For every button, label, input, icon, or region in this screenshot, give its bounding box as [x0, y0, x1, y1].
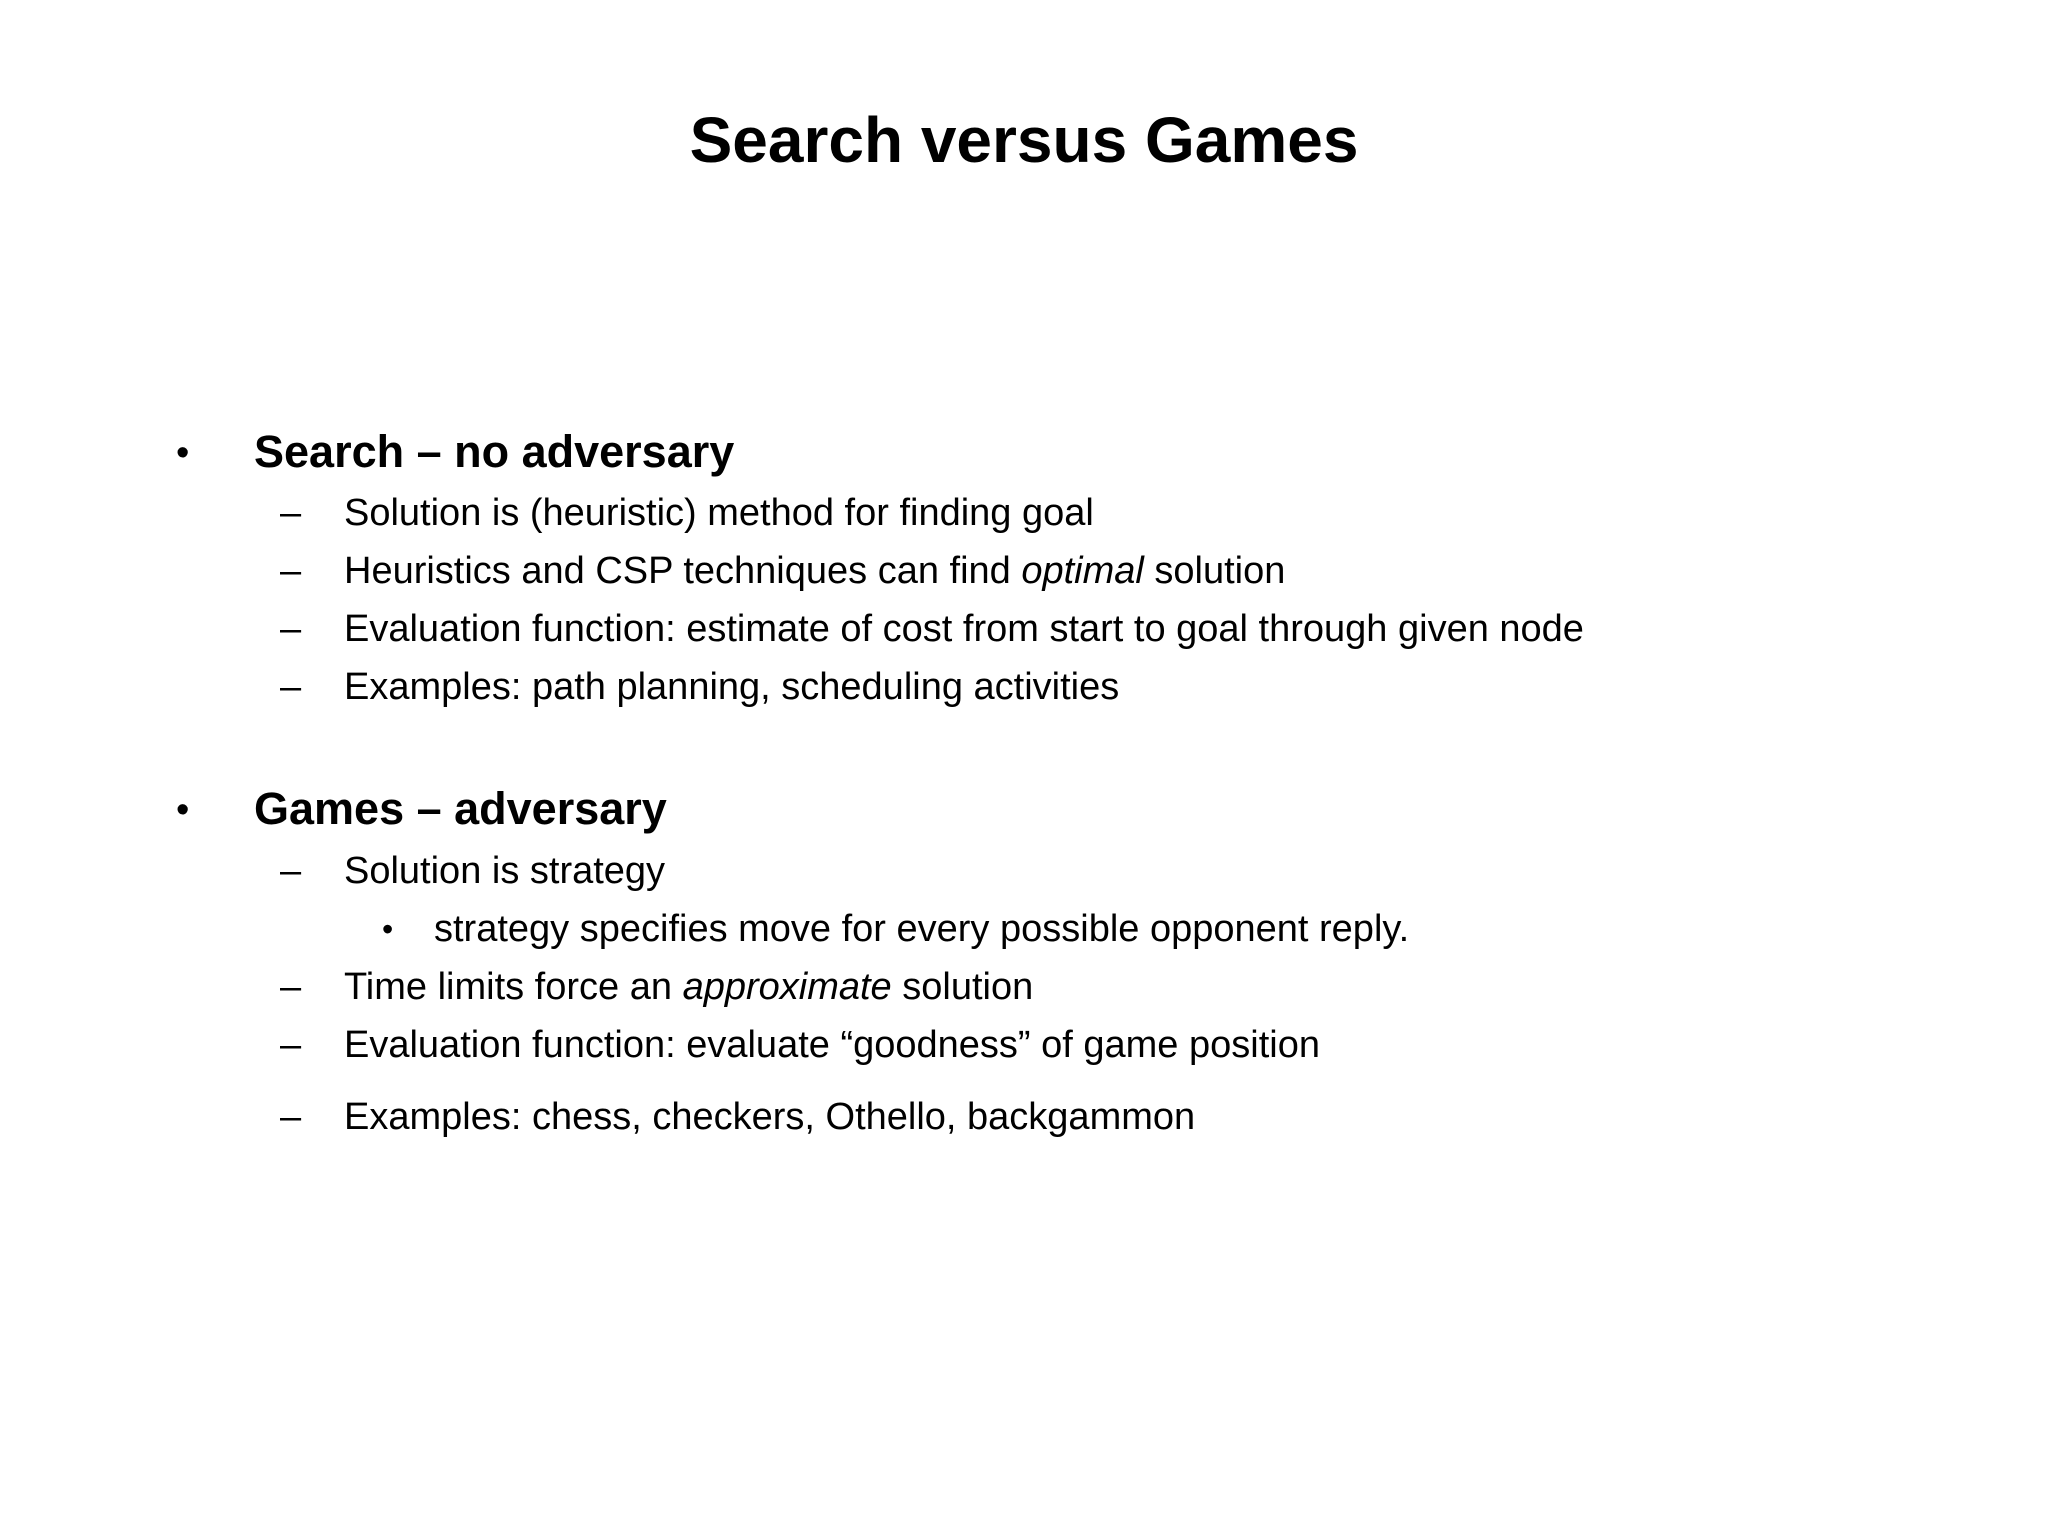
- list-item: Solution is (heuristic) method for finding goal: [344, 492, 1094, 534]
- list-item: Examples: chess, checkers, Othello, backgammon: [344, 1096, 1196, 1138]
- list-item-emphasis: optimal: [1021, 550, 1144, 592]
- section-heading: Search – no adversary: [254, 426, 735, 477]
- list-item: Solution is strategy: [344, 850, 666, 892]
- dash-icon: –: [280, 608, 302, 650]
- bullet-icon: •: [176, 789, 190, 831]
- list-item-text-post: solution: [1143, 550, 1286, 592]
- list-item-emphasis: approximate: [682, 966, 892, 1008]
- list-item-text-pre: Heuristics and CSP techniques can find: [344, 550, 1022, 592]
- list-item-text-pre: Time limits force an: [344, 966, 683, 1008]
- dash-icon: –: [280, 966, 302, 1008]
- bullet-icon: •: [382, 911, 394, 947]
- slide-title: Search versus Games: [689, 104, 1359, 176]
- list-item: [344, 546, 1285, 596]
- list-item: Evaluation function: evaluate “goodness” of game position: [344, 1024, 1320, 1066]
- list-item: Evaluation function: estimate of cost from start to goal through given node: [344, 608, 1584, 650]
- dash-icon: –: [280, 1096, 302, 1138]
- dash-icon: –: [280, 492, 302, 534]
- dash-icon: –: [280, 666, 302, 708]
- list-item: [344, 962, 1033, 1012]
- dash-icon: –: [280, 1024, 302, 1066]
- dash-icon: –: [280, 550, 302, 592]
- list-item-text-post: solution: [891, 966, 1034, 1008]
- section-heading: Games – adversary: [254, 783, 667, 834]
- dash-icon: –: [280, 850, 302, 892]
- bullet-icon: •: [176, 432, 190, 474]
- sub-list-item: strategy specifies move for every possible opponent reply.: [434, 908, 1410, 950]
- list-item: Examples: path planning, scheduling activities: [344, 666, 1120, 708]
